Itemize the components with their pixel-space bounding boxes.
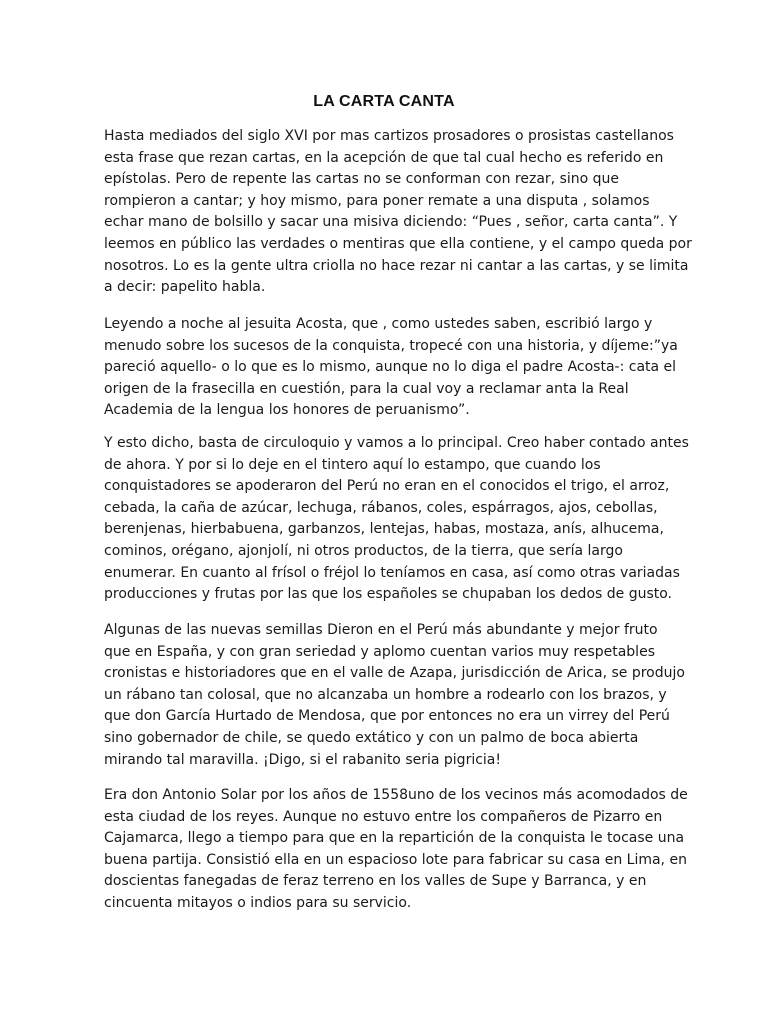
text-line: Algunas de las nuevas semillas Dieron en el Perú más abundante y mejor fruto (104, 622, 658, 638)
text-line: Hasta mediados del siglo XVI por mas cartizos prosadores o prosistas castellanos (104, 128, 674, 144)
text-line: Cajamarca, llego a tiempo para que en la repartición de la conquista le tocase una (104, 830, 685, 847)
text-line: cronistas e historiadores que en el valle de Azapa, jurisdicción de Arica, se produjo (104, 665, 685, 682)
text-line: berenjenas, hierbabuena, garbanzos, lentejas, habas, mostaza, anís, alhucema, (104, 521, 664, 538)
text-line: leemos en público las verdades o mentiras que ella contiene, y el campo queda por (104, 235, 692, 252)
text-line: nosotros. Lo es la gente ultra criolla no hace rezar ni cantar a las cartas, y se limita (104, 257, 689, 274)
text-line: buena partija. Consistió ella en un espacioso lote para fabricar su casa en Lima, en (104, 851, 687, 868)
text-line: cebada, la caña de azúcar, lechuga, rábanos, coles, espárragos, ajos, cebollas, (104, 499, 658, 516)
text-line: sino gobernador de chile, se quedo extático y con un palmo de boca abierta (104, 729, 639, 746)
text-line: que don García Hurtado de Mendosa, que por entonces no era un virrey del Perú (104, 708, 670, 725)
document-title: LA CARTA CANTA (313, 93, 455, 110)
text-line: pareció aquello- o lo que es lo mismo, aunque no lo diga el padre Acosta-: cata el (104, 359, 677, 376)
text-line: epístolas. Pero de repente las cartas no se conforman con rezar, sino que (104, 171, 620, 188)
text-line: cominos, orégano, ajonjolí, ni otros productos, de la tierra, que sería largo (104, 542, 623, 559)
text-line: Academia de la lengua los honores de peruanismo”. (104, 402, 470, 419)
text-line: que en España, y con gran seriedad y aplomo cuentan varios muy respetables (104, 643, 655, 660)
text-line: conquistadores se apoderaron del Perú no eran en el conocidos el trigo, el arroz, (104, 478, 670, 495)
text-line: enumerar. En cuanto al frísol o fréjol lo teníamos en casa, así como otras variadas (104, 564, 680, 581)
text-line: Era don Antonio Solar por los años de 1558uno de los vecinos más acomodados de (104, 787, 688, 803)
text-line: esta frase que rezan cartas, en la acepción de que tal cual hecho es referido en (104, 149, 664, 166)
text-line: rompieron a cantar; y hoy mismo, para poner remate a una disputa , solamos (104, 192, 650, 209)
text-line: un rábano tan colosal, que no alcanzaba un hombre a rodearlo con los brazos, y (104, 686, 667, 703)
text-line: Leyendo a noche al jesuita Acosta, que , como ustedes saben, escribió largo y (104, 316, 653, 332)
text-line: cincuenta mitayos o indios para su servicio. (104, 894, 412, 911)
paragraph-5 (104, 785, 688, 915)
text-line: origen de la frasecilla en cuestión, para la cual voy a reclamar anta la Real (104, 380, 629, 397)
text-line: esta ciudad de los reyes. Aunque no estuvo entre los compañeros de Pizarro en (104, 808, 663, 825)
text-line: Y esto dicho, basta de circuloquio y vamos a lo principal. Creo haber contado antes (104, 435, 689, 451)
text-line: doscientas fanegadas de feraz terreno en los valles de Supe y Barranca, y en (104, 873, 647, 890)
text-line: producciones y frutas por las que los españoles se chupaban los dedos de gusto. (104, 586, 673, 603)
paragraph-3 (104, 433, 689, 606)
text-line: a decir: papelito habla. (104, 279, 266, 296)
text-line: echar mano de bolsillo y sacar una misiva diciendo: “Pues , señor, carta canta”. Y (104, 214, 678, 231)
paragraph-4 (104, 620, 685, 771)
paragraph-2 (104, 314, 678, 422)
paragraph-1 (104, 126, 692, 299)
text-line: mirando tal maravilla. ¡Digo, si el rabanito seria pigricia! (104, 751, 501, 768)
text-line: menudo sobre los sucesos de la conquista, tropecé con una historia, y díjeme:”ya (104, 337, 678, 354)
text-line: de ahora. Y por si lo deje en el tintero aquí lo estampo, que cuando los (104, 456, 601, 473)
